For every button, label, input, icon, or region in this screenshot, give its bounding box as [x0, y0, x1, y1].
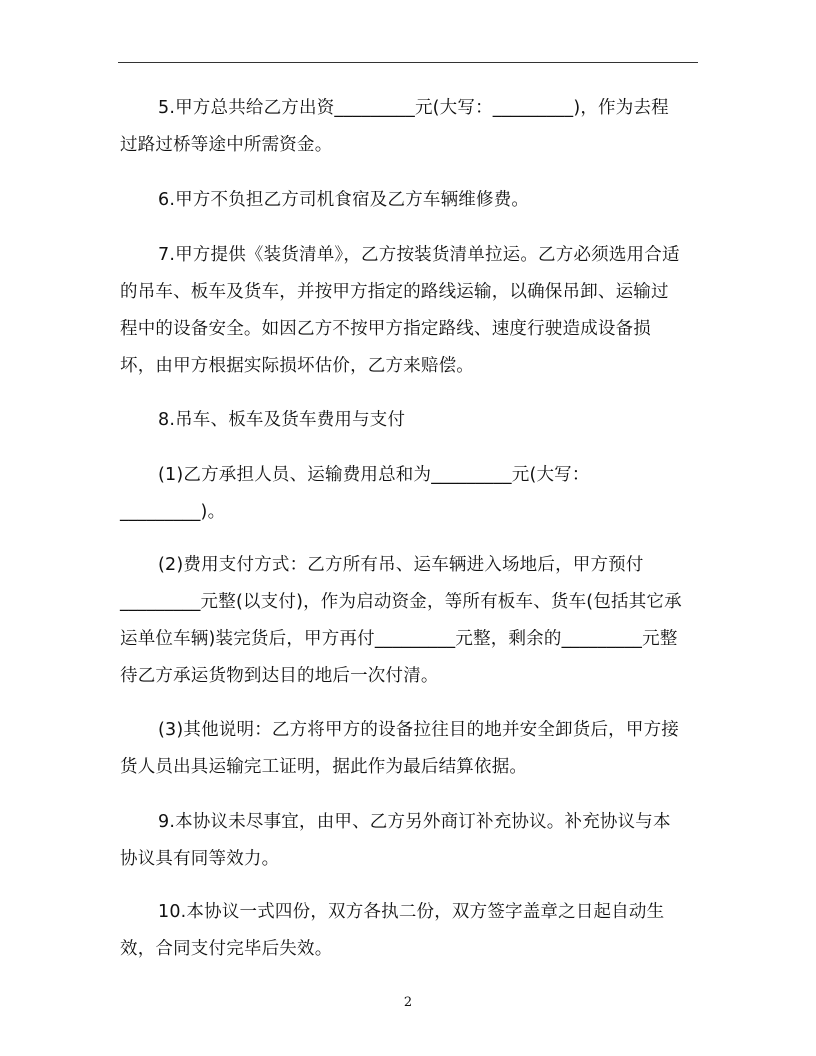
- page-number: 2: [403, 995, 413, 1010]
- clause-6: 6.甲方不负担乙方司机食宿及乙方车辆维修费。: [158, 190, 530, 210]
- clause-8-item-2: (2)费用支付方式：乙方所有吊、运车辆进入场地后，甲方预付_________元整(以支付)，作为启动资金，等所有板车、货车(包括其它承运单位车辆)装完货后，甲方再付_________元整，剩余的_________元整待乙方承运货物到达目的地后一次付清。: [120, 555, 682, 686]
- clause-8-item-1: (1)乙方承担人员、运输费用总和为_________元(大写：_________)。: [120, 465, 590, 522]
- clause-9: 9.本协议未尽事宜，由甲、乙方另外商订补充协议。补充协议与本协议具有同等效力。: [120, 812, 671, 869]
- clause-8-heading: 8.吊车、板车及货车费用与支付: [158, 410, 406, 430]
- header-rule: [118, 62, 698, 63]
- clause-8-item-3: (3)其他说明：乙方将甲方的设备拉往目的地并安全卸货后，甲方接货人员出具运输完工证明，据此作为最后结算依据。: [120, 720, 679, 777]
- clause-7: 7.甲方提供《装货清单》，乙方按装货清单拉运。乙方必须选用合适的吊车、板车及货车，并按甲方指定的路线运输，以确保吊卸、运输过程中的设备安全。如因乙方不按甲方指定路线、速度行驶造成设备损坏，由甲方根据实际损坏估价，乙方来赔偿。: [120, 245, 680, 376]
- clause-5: 5.甲方总共给乙方出资_________元(大写：_________)，作为去程过路过桥等途中所需资金。: [120, 98, 669, 155]
- clause-10: 10.本协议一式四份，双方各执二份，双方签字盖章之日起自动生效，合同支付完毕后失效。: [120, 902, 665, 959]
